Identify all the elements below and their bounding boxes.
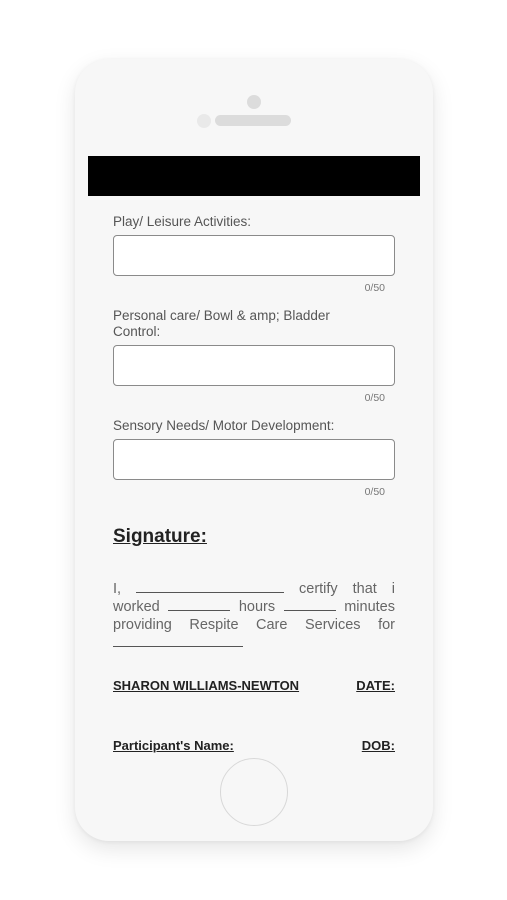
proximity-sensor-icon <box>197 114 211 128</box>
provider-date-row <box>113 678 395 694</box>
signature-heading: Signature: <box>113 526 207 547</box>
cert-text: I, <box>113 581 122 597</box>
minutes-blank[interactable] <box>284 598 336 611</box>
cert-text: hours <box>238 599 276 615</box>
date-label: DATE: <box>356 678 395 693</box>
field-label: Sensory Needs/ Motor Development: <box>113 418 335 433</box>
earpiece-speaker-icon <box>215 115 291 126</box>
personal-care-input[interactable] <box>113 345 395 386</box>
field-label: Play/ Leisure Activities: <box>113 214 252 229</box>
cert-text: minutes providing Respite Care Services for <box>113 599 395 633</box>
field-label: Personal care/ Bowl & amp; Bladder Control: <box>113 308 330 339</box>
field-sensory-needs <box>113 418 395 498</box>
phone-screen <box>88 156 420 753</box>
app-header-bar <box>88 156 420 196</box>
char-counter: 0/50 <box>364 486 385 498</box>
provider-name: SHARON WILLIAMS-NEWTON <box>113 678 300 693</box>
cert-text: certify that i worked <box>113 581 396 615</box>
field-play-leisure <box>113 214 395 294</box>
play-leisure-input[interactable] <box>113 235 395 276</box>
hours-blank[interactable] <box>168 598 230 611</box>
form-content <box>113 214 395 754</box>
provider-name-blank[interactable] <box>136 580 284 593</box>
participant-dob-row <box>113 738 395 754</box>
dob-label: DOB: <box>361 738 395 753</box>
participant-blank[interactable] <box>113 634 243 647</box>
char-counter: 0/50 <box>364 282 385 294</box>
sensory-needs-input[interactable] <box>113 439 395 480</box>
participant-name-label: Participant's Name: <box>113 738 234 753</box>
home-button[interactable] <box>220 758 288 826</box>
front-camera-icon <box>247 95 261 109</box>
char-counter: 0/50 <box>364 392 385 404</box>
certification-statement <box>113 580 395 652</box>
field-personal-care <box>113 308 395 404</box>
